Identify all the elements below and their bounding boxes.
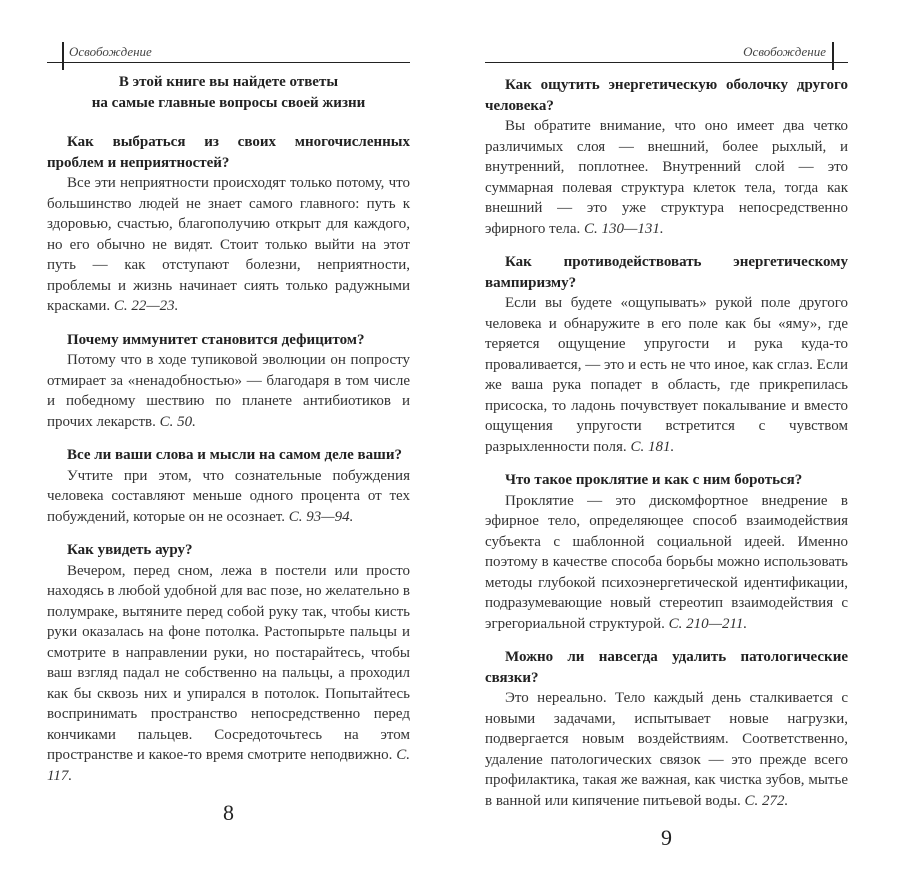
page-ref: С. 117. [47,747,411,784]
answer [47,466,410,528]
page-ref: С. 93—94. [288,508,354,525]
page-ref: С. 22—23. [113,298,179,314]
answer [485,293,848,457]
qa-section [485,75,848,239]
page-ref: С. 130—131. [584,220,664,237]
page-ref: С. 181. [630,438,675,455]
running-head: Освобождение [743,44,826,59]
qa-section [485,470,848,634]
title-line: В этой книге вы найдете ответы [118,74,339,90]
question: Как ощутить энергетическую оболочку другого человека? [485,77,848,114]
page-number: 8 [223,800,234,825]
answer [485,116,848,239]
question: Как выбраться из своих многочисленных проблем и неприятностей? [47,134,410,171]
answer [485,688,848,811]
question: Почему иммунитет становится дефицитом? [67,331,365,348]
answer-text: Проклятие — это дискомфортное внедрение в эфирное тело, определяющее способ взаимодействия субъекта с шаблонной социальной идеей. Именно поэтому в качестве способа борьбы можно использовать методы глубокой психоэнергетической идентификации, подразумевающие новый стереотип взаимодействия с эгрегориальной структурой. [485,492,848,632]
question: Как увидеть ауру? [67,542,193,558]
text-column [485,0,848,872]
answer-text: Учтите при этом, что сознательные побуждения человека составляют меньше одного процента от тех побуждений, которые он не осознает. [47,467,410,525]
qa-section [485,647,848,811]
answer [485,491,848,635]
page-number: 9 [661,825,672,850]
answer-text: Если вы будете «ощупывать» рукой поле другого человека и обнаружите в его поле как бы «яму», где теряется ощущение упругости и рука куда-то проваливается, — это и есть не что иное, как сглаз. Если же ваша рука попадет в область, где прикрепилась присоска, то ладонь почувствует покалывание и вместо ощущения упругости встретится с чувством разрыхленности поля. [485,295,848,455]
question: Все ли ваши слова и мысли на самом деле ваши? [67,447,402,463]
question: Как противодействовать энергетическому вампиризму? [485,254,848,291]
answer-text: Потому что в ходе тупиковой эволюции он попросту отмирает за «ненадобностью» — благодаря в том числе и победному шествию по планете антибиотиков и прочих лекарств. [47,352,410,430]
answer-text: Вы обратите внимание, что оно имеет два четко различимых слоя — внешний, более рыхлый, и внутренний, поплотнее. Внутренний слой — это суммарная полевая структура клеток тела, тогда как внешний — это уже структура непосредственно эфирного тела. [485,118,848,237]
qa-section [47,132,410,317]
qa-section [47,540,410,786]
page-ref: С. 50. [159,413,196,430]
page-ref: С. 210—211. [668,615,748,632]
question: Можно ли навсегда удалить патологические связки? [485,649,848,686]
answer-text: Все эти неприятности происходят только потому, что большинство людей не знает самого главного: путь к здоровью, счастью, благополучию открыт для каждого, но его обычно не видят. Стоит только выйти на этот путь — как отступают болезни, неприятности, проблемы и жизнь начинает сиять только радужными красками. [47,175,410,314]
question: Что такое проклятие и как с ним бороться? [505,472,803,488]
answer-text: Это нереально. Тело каждый день сталкивается с новыми задачами, испытывает новые нагрузки, подвергается новым воздействиям. Соответственно, удаление патологических связок — это прежде всего профилактика, такая же важная, как чистка зубов, мытье в ванной или кипячение питьевой воды. [485,690,848,809]
answer [47,173,410,317]
qa-section [47,330,410,433]
running-head: Освобождение [69,44,152,59]
title-line: на самые главные вопросы своей жизни [91,95,366,111]
page-ref: С. 272. [744,792,789,809]
answer [47,561,410,787]
page-title [47,72,410,114]
answer-text: Вечером, перед сном, лежа в постели или просто находясь в любой удобной для вас позе, но желательно в полумраке, вытяните перед собой руку так, чтобы кисть руки оказалась на фоне потолка. Растопырьте пальцы и смотрите в направлении руки, но постарайтесь, чтобы ваш взгляд падал не собственно на пальцы, а проходил как бы сквозь них и упирался в потолок. Попытайтесь воспринимать пространство непосредственно перед кончиками пальцев. Сосредоточьтесь на этом пространстве и какое-то время смотрите неподвижно. [47,562,410,763]
answer [47,350,410,432]
qa-section [485,252,848,457]
right-page [449,0,898,872]
qa-section [47,445,410,527]
